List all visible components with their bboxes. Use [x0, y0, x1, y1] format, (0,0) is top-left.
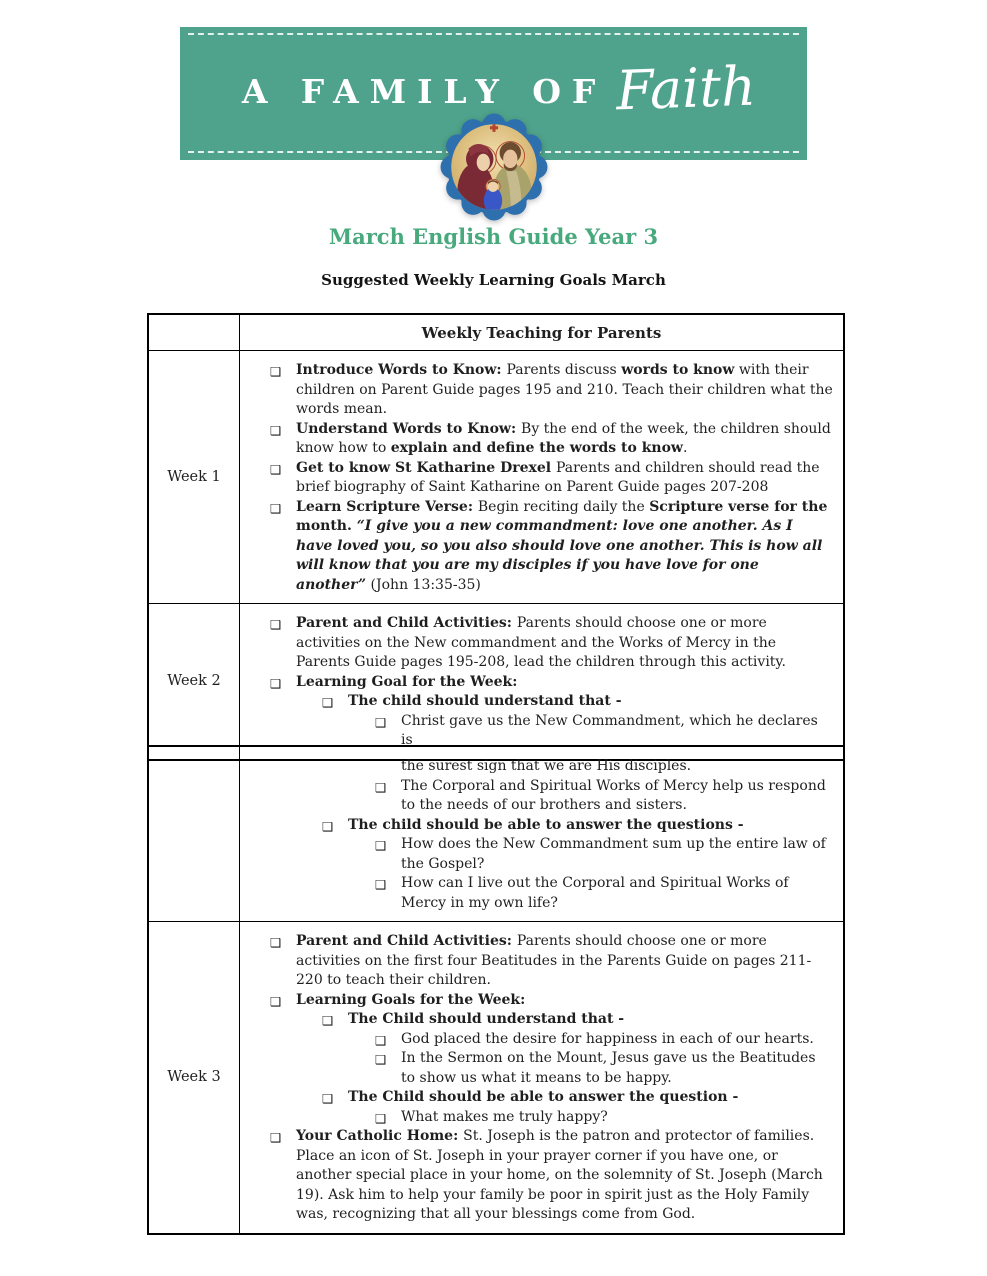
text-run: The Child should be able to answer the question - [348, 1089, 739, 1105]
week-content-cell [240, 922, 845, 1234]
text-run: Understand Words to Know: [296, 420, 522, 437]
checklist-item [240, 1049, 833, 1088]
text-run: By the end of the week, the children should know how to [296, 420, 831, 456]
checklist-item [240, 1127, 833, 1225]
checklist-item [240, 692, 833, 712]
text-run: Introduce Words to Know: [296, 362, 507, 378]
checklist-item [240, 991, 833, 1011]
week-content-cell [240, 746, 845, 922]
checklist-item [240, 1108, 833, 1128]
text-run: with their children on Parent Guide pages 195 and 210. Teach their children what the words mean. [296, 362, 833, 417]
checkbox-icon: ❑ [375, 779, 387, 795]
text-run: Learning Goal for the Week: [296, 673, 518, 690]
text-run: Learning Goals for the Week: [296, 991, 526, 1008]
text-run: God placed the desire for happiness in each of our hearts. [401, 1030, 814, 1047]
week-content-cell [240, 351, 845, 604]
checkbox-icon: ❑ [375, 1110, 387, 1126]
checkbox-icon: ❑ [375, 714, 387, 730]
text-run: The child should be able to answer the questions - [348, 816, 744, 833]
text-run: The Child should understand that - [348, 1011, 625, 1027]
page-title: March English Guide Year 3 [328, 224, 659, 249]
text-run: Begin reciting daily the [477, 498, 650, 515]
text-run: “I give you a new commandment: love one another. As I have loved you, so you also should love one another. This is how all will know that you are my disciples if you have love for one another” [296, 518, 823, 593]
text-run: How can I live out the Corporal and Spiritual Works of Mercy in my own life? [401, 875, 789, 911]
text-run: Parents should choose one or more activities on the first four Beatitudes in the Parents Guide on pages 211-220 to teach their children. [296, 933, 812, 988]
text-run: Your Catholic Home: [296, 1128, 464, 1144]
checklist-item [240, 1030, 833, 1050]
checklist-item [240, 1088, 833, 1108]
checkbox-icon: ❑ [270, 422, 282, 438]
checklist-item [240, 673, 833, 693]
weekly-goals-table-2 [147, 745, 845, 1235]
checklist-item [240, 932, 833, 991]
week-label-cell: Week 1 [148, 351, 240, 604]
checklist-item [240, 498, 833, 596]
checklist-item [240, 816, 833, 836]
text-run: Parent and Child Activities: [296, 615, 517, 631]
text-run: St. Joseph is the patron and protector of families. Place an icon of St. Joseph in your prayer corner if you have one, or another special place in your home, on the solemnity of St. Joseph (March 19). Ask him to help your family be poor in spirit just as the Holy Family was, recognizing that all your blessings come from God. [296, 1128, 823, 1222]
text-run: What makes me truly happy? [401, 1108, 608, 1125]
checklist-item [240, 459, 833, 498]
text-run: How does the New Commandment sum up the entire law of the Gospel? [401, 836, 826, 872]
checkbox-icon: ❑ [322, 695, 334, 710]
text-run: . [683, 440, 688, 456]
text-run: words to know [621, 362, 735, 378]
checklist-item [240, 420, 833, 459]
week-label-cell: Week 2 [148, 604, 240, 760]
checklist-item [240, 874, 833, 913]
text-run: Parents should choose one or more activities on the New commandment and the Works of Mercy in the Parents Guide pages 195-208, lead the children through this activity. [296, 615, 786, 670]
text-run: Parents discuss [506, 362, 622, 378]
text-run: Parents and children should read the brief biography of Saint Katharine on Parent Guide pages 207-208 [296, 459, 820, 495]
checkbox-icon: ❑ [270, 500, 282, 516]
weekly-goals-table [147, 313, 845, 761]
checkbox-icon: ❑ [375, 838, 387, 853]
text-run: Learn Scripture Verse: [296, 498, 478, 515]
holy-family-icon [439, 112, 549, 222]
text-run: The Corporal and Spiritual Works of Mercy help us respond to the needs of our brothers and sisters. [401, 777, 826, 813]
checkbox-icon: ❑ [270, 993, 282, 1009]
checklist-item [240, 777, 833, 816]
text-run: (John 13:35-35) [366, 576, 481, 593]
subtitle: Suggested Weekly Learning Goals March [321, 271, 666, 289]
text-run: In the Sermon on the Mount, Jesus gave us the Beatitudes to show us what it means to be happy. [401, 1050, 816, 1086]
checklist-item [240, 361, 833, 420]
checkbox-icon: ❑ [322, 818, 334, 834]
table-header-cell: Weekly Teaching for Parents [240, 314, 845, 351]
checkbox-icon: ❑ [270, 1130, 282, 1145]
checkbox-icon: ❑ [270, 461, 282, 477]
banner-title-script: Faith [615, 54, 757, 123]
text-run: Parent and Child Activities: [296, 933, 517, 949]
week-label-cell: Week 3 [148, 922, 240, 1234]
text-run: Scripture verse for the month. [296, 498, 828, 534]
checkbox-icon: ❑ [375, 1052, 387, 1067]
checkbox-icon: ❑ [270, 675, 282, 691]
week-content-cell [240, 604, 845, 760]
checkbox-icon: ❑ [322, 1091, 334, 1106]
checkbox-icon: ❑ [270, 364, 282, 379]
checkbox-icon: ❑ [322, 1013, 334, 1028]
checkbox-icon: ❑ [270, 617, 282, 632]
checklist-item [240, 1010, 833, 1030]
checklist-item [240, 757, 833, 777]
banner-title-caps: A FAMILY OF [241, 72, 607, 111]
weekly-goals-table-1 [147, 313, 845, 761]
weekly-goals-table [147, 745, 845, 1235]
table-header-left-cell [148, 314, 240, 351]
text-run: explain and define the words to know [390, 440, 683, 456]
checkbox-icon: ❑ [270, 935, 282, 950]
checkbox-icon: ❑ [375, 877, 387, 892]
text-run: the surest sign that we are His disciples. [401, 758, 692, 774]
text-run: Get to know St Katharine Drexel [296, 459, 556, 476]
text-run: Christ gave us the New Commandment, which he declares is [401, 712, 818, 748]
checklist-item [240, 835, 833, 874]
text-run: The child should understand that - [348, 693, 622, 709]
checkbox-icon: ❑ [375, 1032, 387, 1048]
checklist-item [240, 614, 833, 673]
week-label-cell [148, 746, 240, 922]
